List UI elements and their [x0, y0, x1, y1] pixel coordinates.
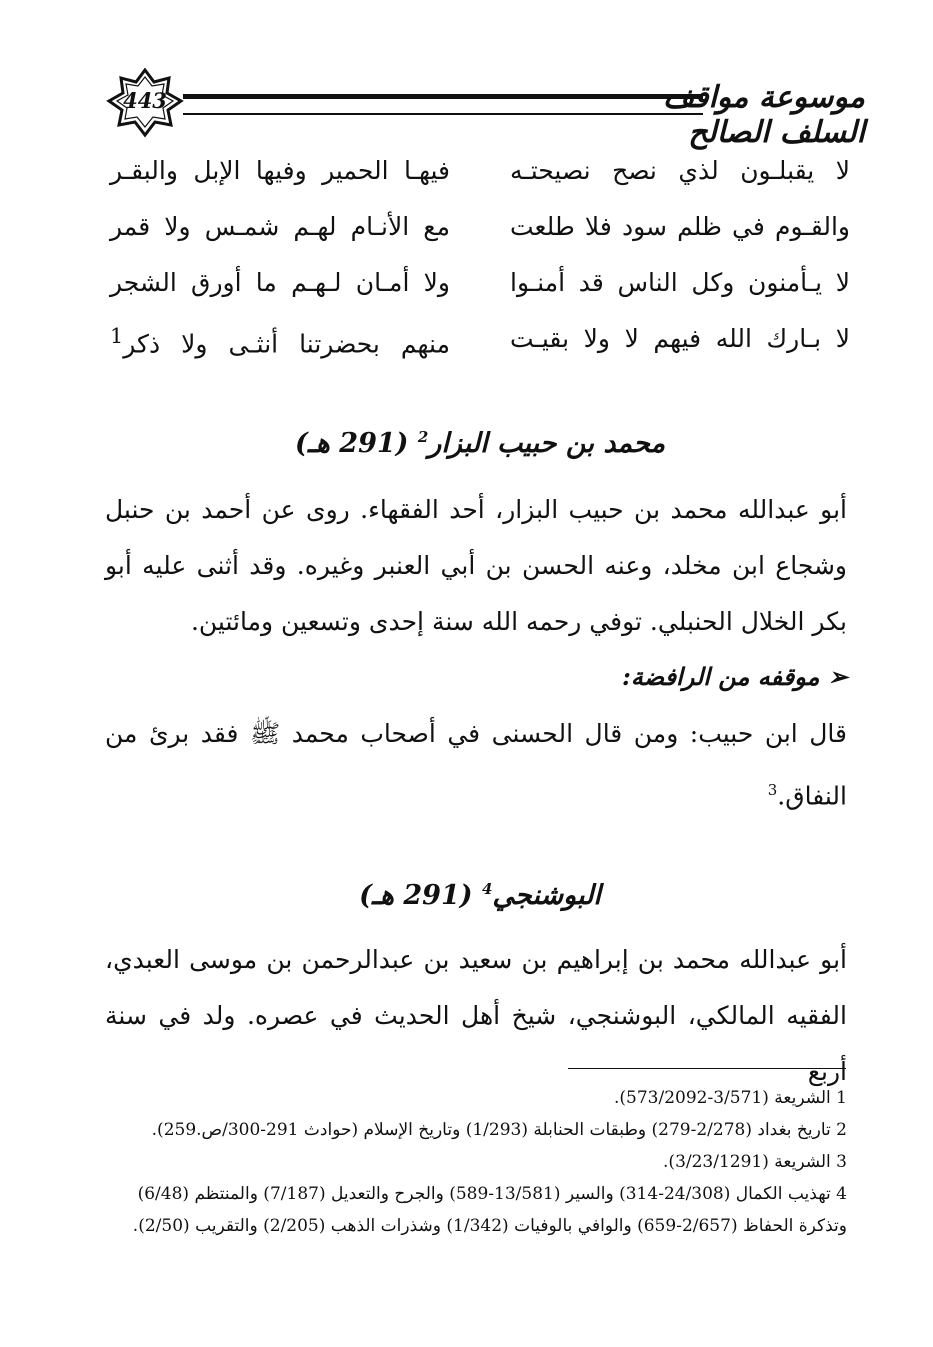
heading-year: (291 هـ) [359, 880, 473, 911]
poem-second-hemistich: ولا أمـان لـهـم ما أورق الشجر [110, 268, 450, 297]
footnote: 4 تهذيب الكمال (24/308-314) والسير (13/581-589) والجرح والتعديل (7/187) والمنتظم (6/48) وتذكرة الحفاظ (2/657-659) والوافي بالوفيات (1/342) وشذرات الذهب (2/205) والتقريب (2/50). [132, 1184, 847, 1236]
subsection-heading [622, 662, 848, 691]
quote-paragraph [105, 706, 847, 824]
heading-name: محمد بن حبيب البزار [428, 428, 666, 459]
poem-second-hemistich [110, 324, 450, 358]
quote-text: قال ابن حبيب: ومن قال الحسنى في أصحاب محمد ﷺ فقد برئ من النفاق. [105, 719, 847, 811]
footnote: 1 الشريعة (3/571-573/2092). [613, 1088, 847, 1108]
poem-first-hemistich: لا يـأمنون وكل الناس قد أمنـوا [510, 268, 850, 297]
poem [110, 150, 850, 374]
subsection-title: موقفه من الرافضة: [622, 662, 820, 691]
footnote-ref: 2 [417, 428, 429, 446]
footnote-ref: 3 [767, 781, 778, 799]
poem-verse [110, 206, 850, 262]
footnote-divider [568, 1068, 846, 1069]
biography-paragraph: أبو عبدالله محمد بن إبراهيم بن سعيد بن عبدالرحمن بن موسى العبدي، الفقيه المالكي، البوشنجي، شيخ أهل الحديث في عصره. ولد في سنة أربع [105, 945, 847, 1086]
footnote: 2 تاريخ بغداد (2/278-279) وطبقات الحنابلة (1/293) وتاريخ الإسلام (حوادث 291-300/ص.259). [151, 1120, 847, 1140]
page-number: 443 [123, 88, 167, 113]
poem-verse [110, 262, 850, 318]
heading-year: (291 هـ) [294, 428, 409, 459]
book-title: موسوعة مواقف السلف الصالح [663, 80, 865, 150]
poem-first-hemistich: والقـوم في ظلم سود فلا طلعت [510, 212, 850, 241]
poem-second-hemistich: مع الأنـام لهـم شمـس ولا قمر [110, 212, 450, 241]
poem-first-hemistich: لا يقبلـون لذي نصح نصيحتـه [510, 156, 850, 185]
footnotes [105, 1082, 847, 1242]
biography-paragraph: أبو عبدالله محمد بن حبيب البزار، أحد الفقهاء. روى عن أحمد بن حنبل وشجاع ابن مخلد، وعنه الحسن بن أبي العنبر وغيره. وقد أثنى عليه أبو بكر الخلال الحنبلي. توفي رحمه الله سنة إحدى وتسعين ومائتين. [105, 495, 847, 636]
page-header [105, 68, 865, 150]
footnote: 3 الشريعة (3/23/1291). [663, 1152, 847, 1172]
heading-name: البوشنجي [492, 880, 601, 911]
poem-second-hemistich: فيهـا الحمير وفيها الإبل والبقـر [110, 156, 450, 185]
poem-first-hemistich: لا بـارك الله فيهم لا ولا بقيـت [510, 324, 850, 353]
arrow-bullet-icon: ➢ [827, 662, 848, 691]
footnote-ref: 4 [481, 880, 493, 898]
poem-verse [110, 318, 850, 374]
section-heading-al-bushanji [110, 880, 850, 911]
poem-second-hemistich-text: منهم بحضرتنا أنثـى ولا ذكر [123, 329, 450, 359]
poem-verse [110, 150, 850, 206]
footnote-ref: 1 [110, 324, 124, 348]
section-heading-al-bazzar [110, 428, 850, 459]
